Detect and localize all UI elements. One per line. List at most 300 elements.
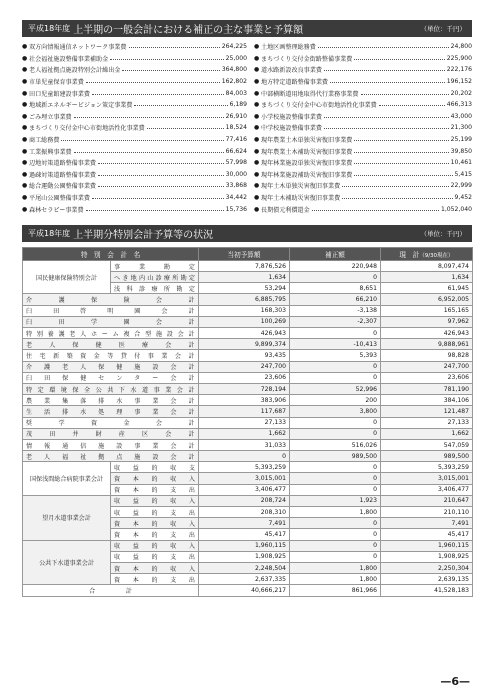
- budget-item-label: 工業振興事業費: [29, 148, 72, 156]
- table-row: [23, 305, 473, 316]
- cell-budget: 27,133: [199, 417, 290, 428]
- budget-item-label: 地方特定道路整備事業費: [261, 79, 329, 87]
- cell-budget: 6,885,795: [199, 294, 290, 305]
- account-name: 住宅新築資金等貸付事業会計: [23, 350, 199, 361]
- account-name: 農業集落排水事業会計: [23, 395, 199, 406]
- leader-dots: [354, 138, 448, 141]
- cell-hosei: 0: [290, 484, 381, 495]
- cell-budget: 93,435: [199, 350, 290, 361]
- budget-item-amount: 30,000: [225, 170, 247, 178]
- bullet-icon: ●: [22, 54, 28, 62]
- sub-name: 収益的収入: [111, 540, 199, 551]
- table-row: [23, 294, 473, 305]
- bullet-icon: ●: [22, 170, 28, 178]
- budget-item-label: 商工総務費: [29, 137, 60, 145]
- group-name: 公共下水道事業会計: [23, 540, 111, 585]
- budget-item-label: 老人福祉拠点施設特別会計繰出金: [29, 67, 121, 75]
- cell-hosei: 0: [290, 540, 381, 551]
- sub-name: 収益的収支: [111, 462, 199, 473]
- leader-dots: [354, 150, 448, 153]
- section2-unit: （単位：千円）: [420, 229, 466, 238]
- bullet-icon: ●: [22, 124, 28, 132]
- section2-title: 上半期分特別会計予算等の状況: [73, 229, 214, 241]
- cell-hosei: 52,996: [290, 383, 381, 394]
- cell-gen: 23,606: [381, 372, 473, 383]
- leader-dots: [147, 126, 224, 129]
- sub-name: 資本的収入: [111, 473, 199, 484]
- budget-item-label: 過疎対策道路整備事業費: [29, 171, 97, 179]
- bullet-icon: ●: [22, 112, 28, 120]
- bullet-icon: ●: [254, 43, 260, 51]
- budget-item-amount: 15,736: [225, 205, 247, 213]
- cell-hosei: 0: [290, 328, 381, 339]
- cell-budget: 7,876,526: [199, 260, 290, 271]
- budget-item-amount: 77,416: [225, 136, 247, 144]
- table-row: [23, 260, 473, 271]
- bullet-icon: ●: [254, 170, 260, 178]
- table-row: [23, 395, 473, 406]
- budget-item-amount: 22,999: [450, 182, 472, 190]
- table-row: [23, 372, 473, 383]
- leader-dots: [86, 80, 220, 83]
- bullet-icon: ●: [254, 101, 260, 109]
- leader-dots: [324, 126, 449, 129]
- leader-dots: [122, 68, 219, 71]
- cell-gen: 384,106: [381, 395, 473, 406]
- bullet-icon: ●: [254, 136, 260, 144]
- budget-item-label: 市単児童保育事業費: [29, 79, 84, 87]
- bullet-icon: ●: [22, 101, 28, 109]
- budget-item: [254, 99, 472, 111]
- table-row: [23, 428, 473, 439]
- leader-dots: [74, 115, 224, 118]
- budget-item: [22, 76, 247, 88]
- cell-gen: 2,250,304: [381, 562, 473, 573]
- cell-gen: 45,417: [381, 529, 473, 540]
- cell-hosei: 5,393: [290, 350, 381, 361]
- cell-hosei: 0: [290, 473, 381, 484]
- cell-budget: 100,269: [199, 316, 290, 327]
- cell-gen: 1,960,115: [381, 540, 473, 551]
- budget-item-label: 長期債元利償還金: [261, 206, 310, 214]
- header-name: 特 別 会 計 名: [23, 247, 199, 260]
- cell-budget: 31,033: [199, 439, 290, 450]
- budget-item: [254, 87, 472, 99]
- bullet-icon: ●: [22, 194, 28, 202]
- leader-dots: [324, 115, 449, 118]
- bullet-icon: ●: [22, 182, 28, 190]
- table-row: [23, 495, 473, 506]
- budget-item: [22, 134, 247, 146]
- cell-budget: 383,906: [199, 395, 290, 406]
- budget-item: [254, 76, 472, 88]
- cell-gen: 61,945: [381, 283, 473, 294]
- cell-gen: 3,015,001: [381, 473, 473, 484]
- budget-item: [22, 145, 247, 157]
- leader-dots: [86, 208, 224, 211]
- account-name: 老人福祉拠点施設会計: [23, 451, 199, 462]
- header-gen: [381, 247, 473, 260]
- account-name: 介護老人保健施設会計: [23, 361, 199, 372]
- items-right-column: [247, 41, 472, 215]
- sub-name: 資本的支出: [111, 484, 199, 495]
- budget-item-amount: 84,003: [225, 89, 247, 97]
- cell-hosei: -2,307: [290, 316, 381, 327]
- budget-item: [254, 53, 472, 65]
- budget-item-amount: 25,199: [450, 136, 472, 144]
- cell-gen: 1,634: [381, 272, 473, 283]
- leader-dots: [379, 103, 445, 106]
- leader-dots: [354, 161, 448, 164]
- budget-item-label: ごみ埋立事業費: [29, 113, 72, 121]
- budget-item: [22, 111, 247, 123]
- cell-hosei: 989,500: [290, 451, 381, 462]
- cell-budget: 40,666,217: [199, 585, 290, 596]
- cell-gen: 98,828: [381, 350, 473, 361]
- page: [22, 20, 472, 597]
- budget-item: [254, 41, 472, 53]
- table-row: [23, 417, 473, 428]
- cell-gen: 426,943: [381, 328, 473, 339]
- budget-item-amount: 18,524: [225, 124, 247, 132]
- budget-item-amount: 466,313: [446, 101, 472, 109]
- cell-gen: 547,059: [381, 439, 473, 450]
- section1-title: 上半期の一般会計における補正の主な事業と予算額: [73, 25, 304, 36]
- budget-item-label: 総合運動公園整備事業費: [29, 183, 97, 191]
- header-gen-note: （9/30現在）: [419, 252, 454, 259]
- budget-item-amount: 9,452: [454, 194, 472, 202]
- budget-item-amount: 10,461: [450, 159, 472, 167]
- cell-hosei: 66,210: [290, 294, 381, 305]
- sub-name: 資本的支出: [111, 574, 199, 585]
- budget-item-label: 道水路新設改良事業費: [261, 67, 322, 75]
- leader-dots: [342, 196, 452, 199]
- cell-budget: 2,248,504: [199, 562, 290, 573]
- bullet-icon: ●: [254, 182, 260, 190]
- account-name: 臼田啓明園会計: [23, 305, 199, 316]
- table-row: [23, 451, 473, 462]
- cell-budget: 1,634: [199, 272, 290, 283]
- cell-hosei: 8,651: [290, 283, 381, 294]
- cell-hosei: 0: [290, 417, 381, 428]
- budget-item-label: 社会福祉施設整備事業補助金: [29, 55, 109, 63]
- budget-item-label: 辺地対策道路整備事業費: [29, 160, 97, 168]
- budget-item-label: 平尾山公園整備事業費: [29, 195, 90, 203]
- budget-item: [254, 203, 472, 215]
- cell-gen: 989,500: [381, 451, 473, 462]
- bullet-icon: ●: [254, 159, 260, 167]
- total-label: 合 計: [23, 585, 199, 596]
- budget-item-amount: 6,189: [229, 101, 247, 109]
- budget-item-label: まちづくり交付金中心市街地活性化事業費: [261, 102, 377, 110]
- table-row: [23, 439, 473, 450]
- table-row: [23, 462, 473, 473]
- bullet-icon: ●: [22, 78, 28, 86]
- cell-budget: 426,943: [199, 328, 290, 339]
- cell-budget: 2,637,335: [199, 574, 290, 585]
- leader-dots: [361, 92, 449, 95]
- sub-name: 浅科診療所勘定: [111, 283, 199, 294]
- sub-name: 資本的支出: [111, 529, 199, 540]
- cell-budget: 23,606: [199, 372, 290, 383]
- budget-item: [22, 87, 247, 99]
- budget-item-label: まちづくり交付金街路整備事業費: [261, 55, 353, 63]
- account-name: 老人保健医療会計: [23, 339, 199, 350]
- cell-budget: 9,899,374: [199, 339, 290, 350]
- account-name: 特別養護老人ホーム複合型施設会計: [23, 328, 199, 339]
- header-gen-label: 現 計: [399, 250, 420, 259]
- budget-item-amount: 162,802: [221, 78, 247, 86]
- sub-name: 資本的収入: [111, 518, 199, 529]
- budget-item: [22, 53, 247, 65]
- budget-item-amount: 264,225: [221, 43, 247, 51]
- cell-hosei: 0: [290, 272, 381, 283]
- leader-dots: [98, 161, 224, 164]
- bullet-icon: ●: [254, 147, 260, 155]
- budget-item: [22, 99, 247, 111]
- budget-item: [254, 180, 472, 192]
- cell-gen: 247,700: [381, 361, 473, 372]
- budget-item-amount: 57,998: [225, 159, 247, 167]
- leader-dots: [134, 103, 227, 106]
- table-row: [23, 383, 473, 394]
- cell-gen: 2,639,135: [381, 574, 473, 585]
- cell-hosei: 0: [290, 551, 381, 562]
- budget-item: [22, 122, 247, 134]
- group-name: 国民健康保険特別会計: [23, 260, 111, 294]
- budget-item: [254, 145, 472, 157]
- sub-name: 資本的収入: [111, 562, 199, 573]
- budget-item-label: 中部横断道用地取得代行業務事業費: [261, 90, 359, 98]
- table-header-row: [23, 247, 473, 260]
- table-row: [23, 406, 473, 417]
- leader-dots: [98, 173, 224, 176]
- budget-item: [22, 41, 247, 53]
- budget-item-label: 小学校施設整備事業費: [261, 113, 322, 121]
- group-name: 望月水道事業会計: [23, 495, 111, 540]
- sub-name: 事業勘定: [111, 260, 199, 271]
- cell-budget: 7,491: [199, 518, 290, 529]
- section2-year: 平成18年度: [28, 228, 71, 238]
- leader-dots: [110, 57, 223, 60]
- cell-hosei: 1,800: [290, 507, 381, 518]
- section1-year: 平成18年度: [28, 24, 71, 33]
- account-name: 臼田保健センター会計: [23, 372, 199, 383]
- cell-hosei: 0: [290, 518, 381, 529]
- budget-item-amount: 33,868: [225, 182, 247, 190]
- budget-item: [22, 157, 247, 169]
- leader-dots: [129, 45, 220, 48]
- sub-name: 収益的支出: [111, 551, 199, 562]
- cell-hosei: 0: [290, 361, 381, 372]
- account-name: 臼田学園会計: [23, 316, 199, 327]
- table-row: [23, 339, 473, 350]
- leader-dots: [330, 80, 445, 83]
- cell-hosei: 200: [290, 395, 381, 406]
- cell-hosei: 0: [290, 462, 381, 473]
- budget-item: [22, 169, 247, 181]
- leader-dots: [92, 92, 224, 95]
- cell-gen: 121,487: [381, 406, 473, 417]
- budget-item: [254, 157, 472, 169]
- budget-item-label: まちづくり交付金中心市街地活性化事業費: [29, 125, 145, 133]
- budget-item-label: 双方向情報通信ネットワーク事業費: [29, 44, 127, 52]
- section1-title-bar: [22, 20, 472, 37]
- budget-item-label: 現年農業土木単独災害復旧事業費: [261, 137, 353, 145]
- leader-dots: [318, 45, 449, 48]
- budget-item: [254, 192, 472, 204]
- cell-gen: 9,888,961: [381, 339, 473, 350]
- bullet-icon: ●: [22, 205, 28, 213]
- leader-dots: [354, 57, 444, 60]
- budget-item: [254, 64, 472, 76]
- bullet-icon: ●: [254, 66, 260, 74]
- cell-gen: 1,662: [381, 428, 473, 439]
- cell-budget: 3,015,001: [199, 473, 290, 484]
- cell-gen: 5,393,259: [381, 462, 473, 473]
- cell-gen: 6,952,005: [381, 294, 473, 305]
- budget-item-label: 現年林業施設単独災害復旧事業費: [261, 160, 353, 168]
- cell-gen: 165,165: [381, 305, 473, 316]
- bullet-icon: ●: [254, 112, 260, 120]
- leader-dots: [61, 138, 223, 141]
- header-hosei: 補正額: [290, 247, 381, 260]
- bullet-icon: ●: [254, 54, 260, 62]
- cell-hosei: 0: [290, 372, 381, 383]
- budget-item-label: 現年農業土木補助災害復旧事業費: [261, 148, 353, 156]
- cell-hosei: 516,026: [290, 439, 381, 450]
- leader-dots: [98, 184, 224, 187]
- section2-title-bar: [22, 225, 472, 242]
- cell-hosei: 861,966: [290, 585, 381, 596]
- cell-budget: 3,406,477: [199, 484, 290, 495]
- bullet-icon: ●: [254, 194, 260, 202]
- bullet-icon: ●: [254, 124, 260, 132]
- table-row: [23, 328, 473, 339]
- cell-budget: 168,303: [199, 305, 290, 316]
- leader-dots: [74, 150, 224, 153]
- budget-item: [254, 134, 472, 146]
- leader-dots: [92, 196, 224, 199]
- budget-item: [254, 122, 472, 134]
- budget-item-label: 土地区画整理総務費: [261, 44, 316, 52]
- cell-gen: 1,908,925: [381, 551, 473, 562]
- account-name: 情報通信施設事業会計: [23, 439, 199, 450]
- budget-item-amount: 34,442: [225, 194, 247, 202]
- cell-gen: 8,097,474: [381, 260, 473, 271]
- bullet-icon: ●: [254, 205, 260, 213]
- cell-gen: 41,528,183: [381, 585, 473, 596]
- budget-item: [22, 192, 247, 204]
- cell-budget: 247,700: [199, 361, 290, 372]
- budget-item-amount: 43,000: [450, 112, 472, 120]
- budget-item-amount: 364,800: [221, 66, 247, 74]
- table-row: [23, 350, 473, 361]
- cell-gen: 7,491: [381, 518, 473, 529]
- cell-budget: 53,294: [199, 283, 290, 294]
- table-row: [23, 540, 473, 551]
- budget-item: [22, 180, 247, 192]
- cell-gen: 97,962: [381, 316, 473, 327]
- table-row: [23, 316, 473, 327]
- budget-item-amount: 39,850: [450, 147, 472, 155]
- budget-item-amount: 5,415: [454, 170, 472, 178]
- bullet-icon: ●: [22, 147, 28, 155]
- cell-hosei: 0: [290, 529, 381, 540]
- budget-item-amount: 225,900: [446, 54, 472, 62]
- header-budget: 当初予算額: [199, 247, 290, 260]
- budget-item-amount: 222,176: [446, 66, 472, 74]
- budget-item-amount: 196,152: [446, 78, 472, 86]
- leader-dots: [354, 173, 452, 176]
- bullet-icon: ●: [22, 136, 28, 144]
- cell-hosei: -10,413: [290, 339, 381, 350]
- bullet-icon: ●: [22, 89, 28, 97]
- budget-item: [254, 169, 472, 181]
- cell-hosei: 3,800: [290, 406, 381, 417]
- budget-item-label: 田口児童館建設事業費: [29, 90, 90, 98]
- bullet-icon: ●: [22, 159, 28, 167]
- cell-budget: 208,310: [199, 507, 290, 518]
- budget-item-label: 現年林業施設補助災害復旧事業費: [261, 171, 353, 179]
- page-number: —6—: [440, 675, 470, 688]
- cell-budget: 1,960,115: [199, 540, 290, 551]
- budget-item-label: 森林セラピー事業費: [29, 206, 84, 214]
- cell-hosei: -3,138: [290, 305, 381, 316]
- cell-gen: 27,133: [381, 417, 473, 428]
- budget-item-label: 現年土木補助災害復旧事業費: [261, 195, 341, 203]
- budget-item-amount: 1,052,040: [440, 205, 472, 213]
- budget-item: [22, 203, 247, 215]
- budget-item-label: 現年土木単独災害復旧事業費: [261, 183, 341, 191]
- budget-item-amount: 25,000: [225, 54, 247, 62]
- sub-name: 収益的支出: [111, 507, 199, 518]
- budget-item-amount: 66,624: [225, 147, 247, 155]
- bullet-icon: ●: [22, 66, 28, 74]
- budget-item-amount: 21,300: [450, 124, 472, 132]
- items-left-column: [22, 41, 247, 215]
- special-accounts-table: [22, 247, 473, 597]
- cell-budget: 1,662: [199, 428, 290, 439]
- leader-dots: [324, 68, 445, 71]
- table-body: [23, 260, 473, 596]
- account-name: 奨学資金会計: [23, 417, 199, 428]
- cell-budget: 45,417: [199, 529, 290, 540]
- cell-gen: 210,110: [381, 507, 473, 518]
- cell-gen: 210,647: [381, 495, 473, 506]
- cell-hosei: 0: [290, 428, 381, 439]
- cell-hosei: 1,800: [290, 562, 381, 573]
- cell-budget: 117,687: [199, 406, 290, 417]
- account-name: 特定環境保全公共下水道事業会計: [23, 383, 199, 394]
- budget-item-amount: 26,910: [225, 112, 247, 120]
- budget-item: [22, 64, 247, 76]
- table-row: [23, 361, 473, 372]
- budget-item: [254, 111, 472, 123]
- account-name: 生活排水処理事業会計: [23, 406, 199, 417]
- cell-budget: 1,908,925: [199, 551, 290, 562]
- budget-item-amount: 24,800: [450, 43, 472, 51]
- budget-item-amount: 20,202: [450, 89, 472, 97]
- budget-items: [22, 41, 472, 215]
- group-name: 国保浅間総合病院事業会計: [23, 462, 111, 496]
- section1-unit: （単位：千円）: [420, 25, 466, 33]
- account-name: 介護保険会計: [23, 294, 199, 305]
- bullet-icon: ●: [254, 78, 260, 86]
- budget-item-label: 地域新エネルギービジョン策定事業費: [29, 102, 133, 110]
- total-row: [23, 585, 473, 596]
- cell-hosei: 1,800: [290, 574, 381, 585]
